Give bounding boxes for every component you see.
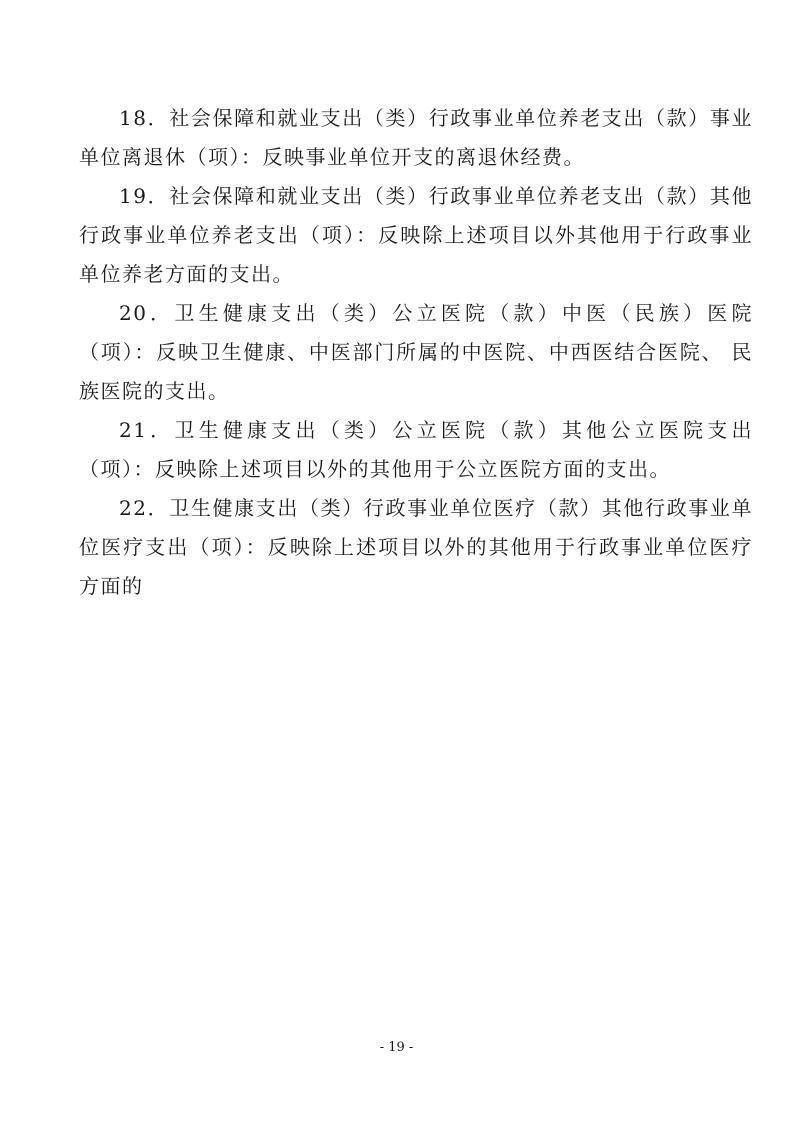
paragraph-item-21: 21．卫生健康支出（类）公立医院（款）其他公立医院支出（项）：反映除上述项目以外的其他用于公立医院方面的支出。: [79, 418, 753, 481]
paragraph-item-18: 18．社会保障和就业支出（类）行政事业单位养老支出（款）事业单位离退休（项）：反映事业单位开支的离退休经费。: [79, 106, 753, 169]
paragraph-item-22: 22．卫生健康支出（类）行政事业单位医疗（款）其他行政事业单位医疗支出（项）：反映除上述项目以外的其他用于行政事业单位医疗方面的: [79, 496, 753, 598]
paragraph-item-20: 20．卫生健康支出（类）公立医院（款）中医（民族）医院（项）：反映卫生健康、中医部门所属的中医院、中西医结合医院、 民族医院的支出。: [79, 301, 753, 403]
page-number: - 19 -: [379, 1040, 414, 1055]
document-body: [79, 99, 753, 606]
paragraph-item-19: 19．社会保障和就业支出（类）行政事业单位养老支出（款）其他行政事业单位养老支出（项）：反映除上述项目以外其他用于行政事业单位养老方面的支出。: [79, 184, 753, 286]
